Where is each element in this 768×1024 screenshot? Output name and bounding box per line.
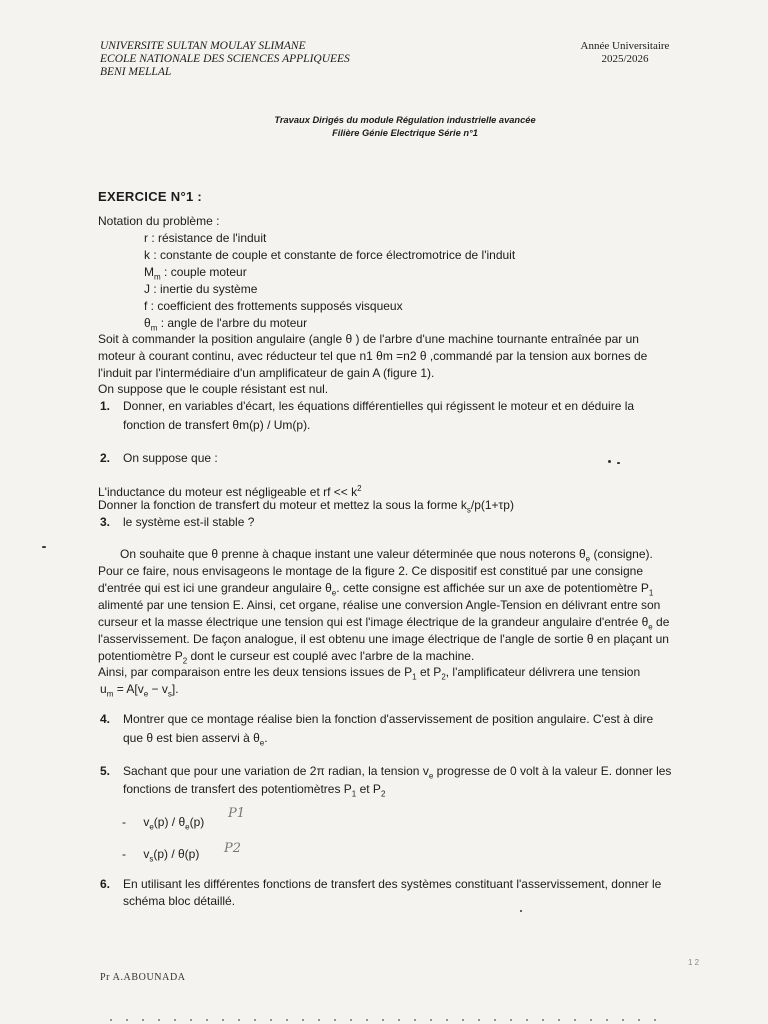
paragraph-line: l'asservissement. De façon analogue, il est obtenu une image électrique de l'angle de sortie θ en plaçant un (98, 632, 669, 646)
q5-item-1: - $v_e(p) / \theta_e(p)$ (122, 815, 205, 832)
notation-item: J : inertie du système (144, 282, 258, 296)
notation-item: r : résistance de l'induit (144, 231, 267, 245)
handwritten-note: P2 (224, 841, 242, 856)
document-title: Travaux Dirigés du module Régulation industrielle avancée Filière Génie Electrique Série n°1 (274, 115, 536, 138)
notation-item: $M_m$ : couple moteur (144, 265, 247, 282)
question-1: 1. Donner, en variables d'écart, les équations différentielles qui régissent le moteur et en déduire la fonction de transfert θm(p) / Um(p). (100, 399, 635, 432)
notation-item: k : constante de couple et constante de force électromotrice de l'induit (144, 248, 516, 262)
scan-speck (608, 460, 611, 463)
paragraph-line: $u_m = A[v_e - v_s]$. (100, 682, 179, 699)
paragraph-line: alimenté par une tension E. Ainsi, cet organe, réalise une conversion Angle-Tension en délivrant entre son (98, 598, 661, 612)
paragraph-line: Pour ce faire, nous envisageons le montage de la figure 2. Ce dispositif est constitué par une consigne (98, 564, 643, 578)
scan-speck (42, 546, 46, 548)
paragraph-line: curseur et la masse électrique une tension qui est l'image électrique de la grandeur angulaire d'entrée $\theta_e$ de (98, 615, 670, 632)
scan-speck (617, 462, 620, 464)
notation-item: $\theta_m$ : angle de l'arbre du moteur (144, 316, 308, 333)
notation-label: Notation du problème : (98, 214, 220, 228)
question-6: 6. En utilisant les différentes fonctions de transfert des systèmes constituant l'asservissement, donner le schéma bloc détaillé. (100, 877, 662, 908)
question-4: 4. Montrer que ce montage réalise bien la fonction d'asservissement de position angulaire. C'est à dire que θ est bien asservi à $\theta_e$. (100, 712, 654, 748)
intro-line: l'induit par l'intermédiaire d'un amplificateur de gain A (figure 1). (98, 366, 435, 380)
intro-line: On suppose que le couple résistant est nul. (98, 382, 329, 396)
question-5: 5. Sachant que pour une variation de 2π radian, la tension $v_e$ progresse de 0 volt à la valeur E. donner les fonctions de transfert des potentiomètres $P_1$ et $P_2$ (100, 764, 672, 799)
handwritten-note: P1 (228, 806, 246, 821)
page-number: 1 2 (688, 958, 700, 967)
scan-speck (520, 910, 522, 912)
paragraph-line: d'entrée qui est ici une grandeur angulaire $\theta_e$. cette consigne est affichée sur un axe de potentiomètre $P_1$ (98, 581, 654, 598)
scan-artifact (110, 1019, 670, 1021)
q5-item-2: - $v_s(p) / \theta(p)$ (122, 847, 200, 864)
q2-ask: Donner la fonction de transfert du moteur et mettez la sous la forme $k_s/p(1+\tau p)$ (98, 498, 514, 515)
institution-header: UNIVERSITE SULTAN MOULAY SLIMANE ECOLE NATIONALE DES SCIENCES APPLIQUEES BENI MELLAL (100, 40, 350, 78)
academic-year: Année Universitaire 2025/2026 (580, 40, 670, 65)
intro-line: moteur à courant continu, avec réducteur tel que n1 θm =n2 θ ,commandé par la tension aux bornes de (98, 349, 648, 363)
exercise-heading: EXERCICE N°1 : (98, 189, 203, 204)
paragraph-line: potentiomètre $P_2$ dont le curseur est couplé avec l'arbre de la machine. (98, 649, 475, 666)
notation-item: f : coefficient des frottements supposés visqueux (144, 299, 403, 313)
paragraph-line: Ainsi, par comparaison entre les deux tensions issues de $P_1$ et $P_2$, l'amplificateur délivrera une tension (98, 665, 641, 682)
intro-line: Soit à commander la position angulaire (angle θ ) de l'arbre d'une machine tournante entraînée par un (98, 332, 639, 346)
author-signature: Pr A.ABOUNADA (100, 972, 186, 983)
q2-hypothesis: L'inductance du moteur est négligeable et rf << $k^2$ (98, 484, 362, 499)
question-3: 3. le système est-il stable ? (100, 515, 255, 529)
paragraph-line: On souhaite que θ prenne à chaque instant une valeur déterminée que nous noterons $\theta_e$ (consigne). (120, 547, 653, 564)
question-2: 2. On suppose que : (100, 451, 218, 465)
